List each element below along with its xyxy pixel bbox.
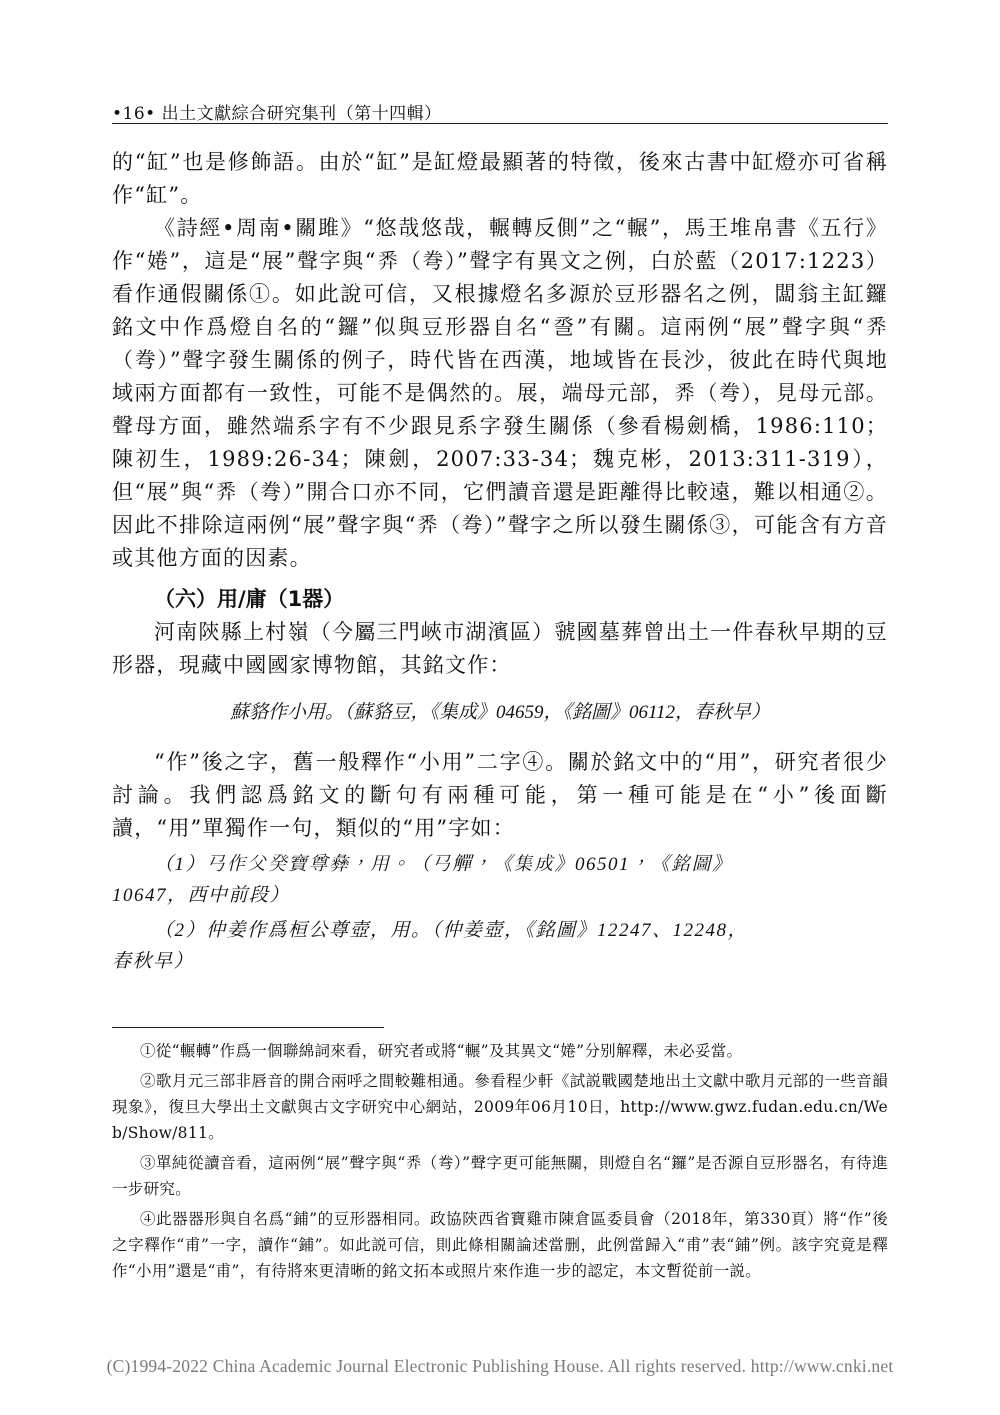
example-2 [112, 915, 888, 977]
paragraph-3: 河南陝縣上村嶺（今屬三門峽市湖濱區）虢國墓葬曾出土一件春秋早期的豆形器，現藏中國國家博物館，其銘文作： [112, 620, 888, 677]
copyright-footer: (C)1994-2022 China Academic Journal Electronic Publishing House. All rights reserved. http://www.cnki.net [106, 1356, 894, 1376]
example-1-line-1: （1）𢎘作父癸寶尊彝，用。（𢎘觶，《集成》06501，《銘圖》 [154, 854, 733, 875]
footnote-1: ①從“輾轉”作爲一個聯綿詞來看，研究者或將“輾”及其異文“婘”分别解釋，未必妥當。 [140, 1042, 743, 1060]
paragraph-2: 《詩經•周南•關雎》“悠哉悠哉，輾轉反側”之“輾”，馬王堆帛書《五行》作“婘”，這是“展”聲字與“𢍏（弮）”聲字有異文之例，白於藍（2017:1223）看作通假關係①。如此說可信，又根據燈名多源於豆形器名之例，闆翁主缸鑼銘文中作爲燈自名的“鑼”似與豆形器自名“巹”有關。這兩例“展”聲字與“𢍏（弮）”聲字發生關係的例子，時代皆在西漢，地域皆在長沙，彼此在時代與地域兩方面都有一致性，可能不是偶然的。展，端母元部，𢍏（弮），見母元部。聲母方面，雖然端系字有不少跟見系字發生關係（參看楊劍橋，1986:110；陳初生，1989:26-34；陳劍，2007:33-34；魏克彬，2013:311-319），但“展”與“𢍏（弮）”開合口亦不同，它們讀音還是距離得比較遠，難以相通②。因此不排除這兩例“展”聲字與“𢍏（弮）”聲字之所以發生關係③，可能含有方音或其他方面的因素。 [112, 216, 888, 570]
example-2-line-1: （2）仲姜作爲桓公尊壺，用。（仲姜壺，《銘圖》12247、12248， [154, 920, 749, 941]
body-text [112, 146, 888, 981]
footnote-rule [112, 1027, 384, 1028]
header-rule [112, 123, 888, 124]
inscription-quote: 蘇貉作小用。（蘇貉豆，《集成》04659，《銘圖》06112，春秋早） [229, 702, 771, 723]
paragraph-1: 的“缸”也是修飾語。由於“缸”是缸燈最顯著的特徵，後來古書中缸燈亦可省稱作“缸”。 [112, 150, 888, 207]
footnote-4: ④此器器形與自名爲“鋪”的豆形器相同。政協陝西省寶雞市陳倉區委員會（2018年，第330頁）將“作”後之字釋作“甫”一字，讀作“鋪”。如此説可信，則此條相關論述當删，此例當歸入“甫”表“鋪”例。該字究竟是釋作“小用”還是“甫”，有待將來更清晰的銘文拓本或照片來作進一步的認定，本文暫從前一説。 [112, 1210, 888, 1280]
example-1-line-2: 10647，西中前段） [112, 885, 291, 906]
footnotes [112, 1038, 888, 1288]
example-2-line-2: 春秋早） [112, 951, 195, 972]
example-1 [112, 849, 888, 911]
footnote-2: ②歌月元三部非唇音的開合兩呼之間較難相通。參看程少軒《試説戰國楚地出土文獻中歌月元部的一些音韻現象》，復旦大學出土文獻與古文字研究中心網站，2009年06月10日，http://www.gwz.fudan.edu.cn/Web/Show/811。 [112, 1072, 888, 1142]
paragraph-4: “作”後之字，舊一般釋作“小用”二字④。關於銘文中的“用”，研究者很少討論。我們認爲銘文的斷句有兩種可能，第一種可能是在“小”後面斷讀，“用”單獨作一句，類似的“用”字如： [112, 750, 888, 840]
section-heading: （六）用/庸（1器） [154, 587, 345, 611]
running-head: •16• 出土文獻綜合研究集刊（第十四輯） [112, 104, 442, 124]
footnote-3: ③單純從讀音看，這兩例“展”聲字與“𢍏（弮）”聲字更可能無關，則燈自名“鑼”是否源自豆形器名，有待進一步研究。 [112, 1154, 888, 1198]
